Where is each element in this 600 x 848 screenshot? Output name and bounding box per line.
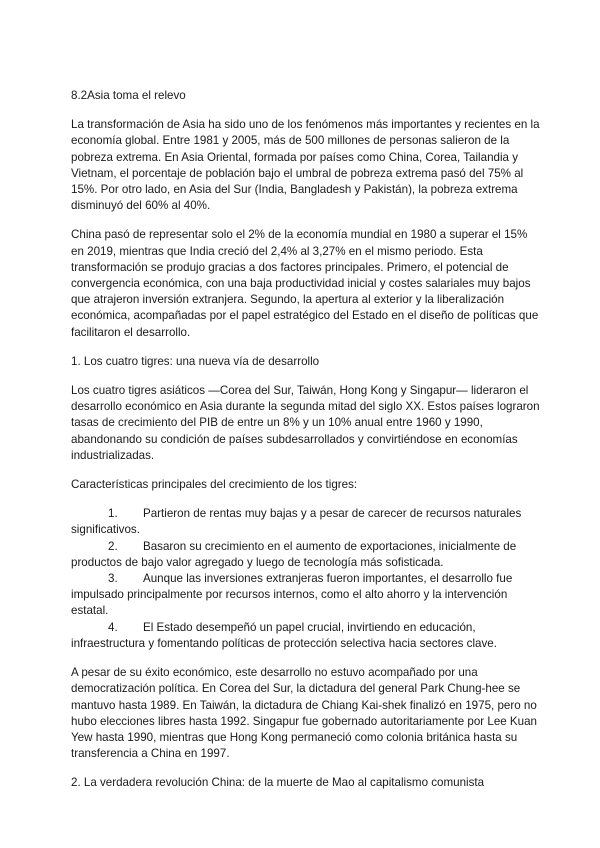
list-item-text: El Estado desempeñó un papel crucial, invirtiendo en educación, infraestructura y fomentando políticas de protección selectiva hacia sectores clave. — [71, 620, 497, 650]
list-item-number: 3. — [108, 572, 118, 586]
list-item-text: Partieron de rentas muy bajas y a pesar de carecer de recursos naturales significativos. — [71, 507, 522, 537]
paragraph-democratization: A pesar de su éxito económico, este desarrollo no estuvo acompañado por una democratización política. En Corea del Sur, la dictadura del general Park Chung-hee se mantuvo hasta 1989. En Taiwán, la dictadura de Chiang Kai-shek finalizó en 1975, pero no hubo elecciones libres hasta 1992. Singapur fue gobernado autoritariamente por Lee Kuan Yew hasta 1990, mientras que Hong Kong permaneció como colonia británica hasta su transferencia a China en 1997. — [71, 666, 538, 761]
list-item — [71, 571, 540, 620]
section-title: 8.2Asia toma el relevo — [71, 89, 186, 102]
characteristics-list — [71, 506, 540, 652]
subheading-china-revolution: 2. La verdadera revolución China: de la muerte de Mao al capitalismo comunista — [71, 776, 485, 790]
list-item — [71, 506, 540, 538]
list-item-text: Aunque las inversiones extranjeras fueron importantes, el desarrollo fue impulsado principalmente por recursos internos, como el alto ahorro y la intervención estatal. — [71, 572, 513, 618]
list-item-text: Basaron su crecimiento en el aumento de exportaciones, inicialmente de productos de bajo valor agregado y luego de tecnología más sofisticada. — [71, 539, 517, 569]
list-item-number: 2. — [108, 539, 118, 553]
subheading-four-tigers: 1. Los cuatro tigres: una nueva vía de desarrollo — [71, 354, 320, 368]
paragraph-china-india: China pasó de representar solo el 2% de la economía mundial en 1980 a superar el 15% en 2019, mientras que India creció del 2,4% al 3,27% en el mismo periodo. Esta transformación se produjo gracias a dos factores principales. Primero, el potencial de convergencia económica, con una baja productividad inicial y costes salariales muy bajos que atrajeron inversión extranjera. Segundo, la apertura al exterior y la liberalización económica, acompañadas por el papel estratégico del Estado en el diseño de políticas que facilitaron el desarrollo. — [71, 228, 539, 339]
list-item-number: 4. — [108, 620, 118, 634]
paragraph-asia-transformation: La transformación de Asia ha sido uno de los fenómenos más importantes y recientes en la economía global. Entre 1981 y 2005, más de 500 millones de personas salieron de la pobreza extrema. En Asia Oriental, formada por países como China, Corea, Tailandia y Vietnam, el porcentaje de población bajo el umbral de pobreza extrema pasó del 75% al 15%. Por otro lado, en Asia del Sur (India, Bangladesh y Pakistán), la pobreza extrema disminuyó del 60% al 40%. — [71, 118, 540, 213]
list-intro: Características principales del crecimiento de los tigres: — [71, 478, 358, 492]
list-item-number: 1. — [108, 507, 118, 521]
list-item — [71, 539, 540, 571]
list-item — [71, 620, 540, 652]
paragraph-four-tigers: Los cuatro tigres asiáticos —Corea del Sur, Taiwán, Hong Kong y Singapur— lideraron el desarrollo económico en Asia durante la segunda mitad del siglo XX. Estos países lograron tasas de crecimiento del PIB de entre un 8% y un 10% anual entre 1960 y 1990, abandonando su condición de países subdesarrollados y convirtiéndose en economías industrializadas. — [71, 384, 540, 462]
